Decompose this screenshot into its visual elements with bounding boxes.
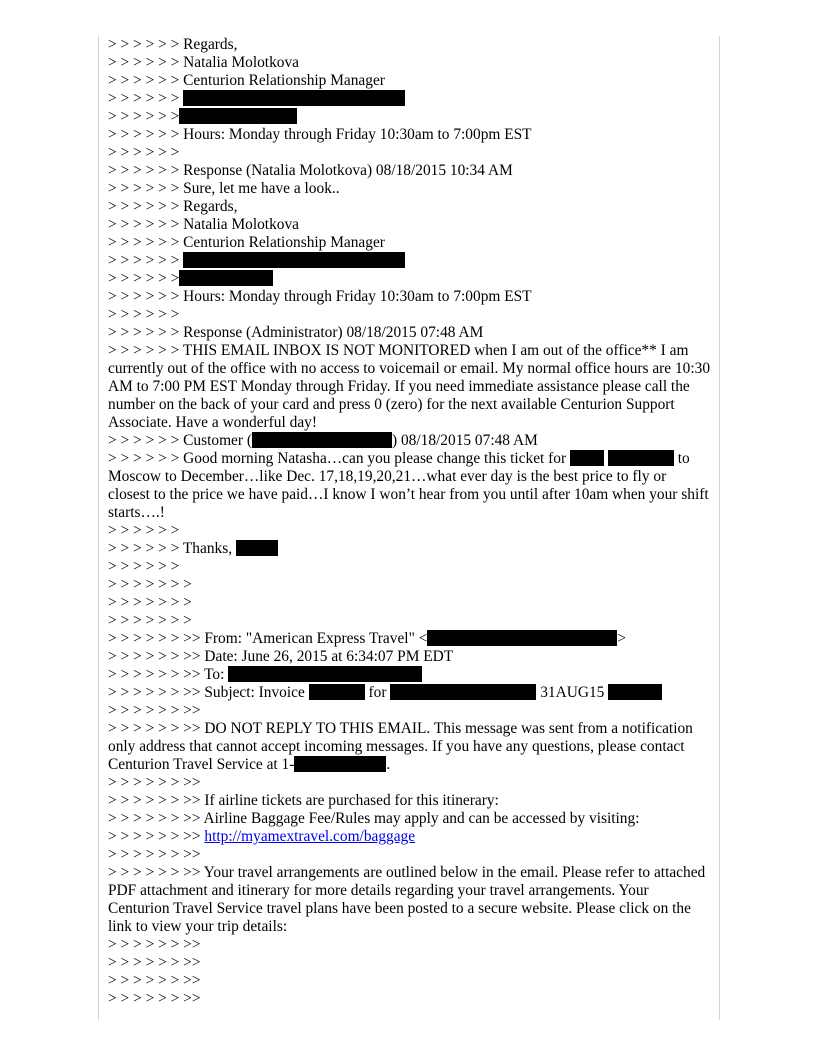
quoted-line xyxy=(108,90,711,108)
left-margin-rule xyxy=(98,36,99,1020)
redaction-box xyxy=(252,432,392,448)
quoted-line: > > > > > > Natalia Molotkova xyxy=(108,54,299,71)
redaction-box xyxy=(179,270,273,286)
quoted-line: > > > > > > Hours: Monday through Friday 10:30am to 7:00pm EST xyxy=(108,126,532,143)
redaction-box xyxy=(608,684,662,700)
email-to-line xyxy=(108,666,711,684)
redaction-box xyxy=(608,450,674,466)
quoted-line: > > > > > > Regards, xyxy=(108,36,238,53)
quoted-line: > > > > > > Hours: Monday through Friday 10:30am to 7:00pm EST xyxy=(108,288,532,305)
email-thread-body xyxy=(108,36,711,1008)
quoted-line: > > > > > > Centurion Relationship Manager xyxy=(108,72,385,89)
quoted-prefix: > > > > > > Thanks, xyxy=(108,540,233,557)
quoted-line: > > > > > > Natalia Molotkova xyxy=(108,216,299,233)
customer-message-paragraph xyxy=(108,450,711,522)
travel-arrangements-paragraph: > > > > > > >> Your travel arrangements are outlined below in the email. Please refer to attached PDF attachment and itinerary for more details regarding your travel arrangements. Your Centurion Travel Service travel plans have been posted to a secure website. Please click on the link to view your trip details: xyxy=(108,864,706,935)
quoted-line xyxy=(108,252,711,270)
redaction-box xyxy=(427,630,617,646)
response-header: > > > > > > Response (Natalia Molotkova) 08/18/2015 10:34 AM xyxy=(108,162,513,179)
quoted-line: > > > > > > > xyxy=(108,576,192,593)
message-text: > > > > > > >> DO NOT REPLY TO THIS EMAIL. This message was sent from a notification only address that cannot accept incoming messages. If you have any questions, please contact Centurion Travel Service at 1- xyxy=(108,720,693,773)
email-date-line: > > > > > > >> Date: June 26, 2015 at 6:34:07 PM EDT xyxy=(108,648,454,665)
quoted-line: > > > > > > > xyxy=(108,594,192,611)
quoted-line: > > > > > > Regards, xyxy=(108,198,238,215)
quoted-line: > > > > > > >> Airline Baggage Fee/Rules may apply and can be accessed by visiting: xyxy=(108,810,640,827)
quoted-line: > > > > > > Centurion Relationship Manager xyxy=(108,234,385,251)
quoted-prefix: > > > > > > >> From: "American Express Travel" < xyxy=(108,630,428,647)
message-text: > > > > > > Good morning Natasha…can you please change this ticket for xyxy=(108,450,567,467)
email-from-line xyxy=(108,630,711,648)
quoted-prefix: > > > > > > Customer ( xyxy=(108,432,252,449)
quoted-line xyxy=(108,540,711,558)
customer-header xyxy=(108,432,711,450)
redaction-box xyxy=(236,540,278,556)
message-text: . xyxy=(386,756,391,773)
message-text: to Moscow to December…like Dec. 17,18,19,20,21…what ever day is the best price to fly or closest to the price we have paid…I know I won’t hear from you until after 10am when your shift starts….! xyxy=(108,450,709,521)
from-close-bracket: > xyxy=(617,630,627,647)
right-margin-rule xyxy=(719,36,720,1020)
redaction-box xyxy=(390,684,536,700)
quoted-line: > > > > > > >> xyxy=(108,846,201,863)
auto-reply-paragraph: > > > > > > THIS EMAIL INBOX IS NOT MONITORED when I am out of the office** I am currently out of the office with no access to voicemail or email. My normal office hours are 10:30 AM to 7:00 PM EST Monday through Friday. If you need immediate assistance please call the number on the back of your card and press 0 (zero) for the next available Centurion Support Associate. Have a wonderful day! xyxy=(108,342,711,431)
redaction-box xyxy=(228,666,422,682)
redaction-box xyxy=(294,756,386,772)
email-subject-line xyxy=(108,684,711,702)
quoted-line: > > > > > > >> xyxy=(108,954,201,971)
customer-timestamp: ) 08/18/2015 07:48 AM xyxy=(392,432,538,449)
quoted-line xyxy=(108,270,711,288)
redaction-box xyxy=(183,90,405,106)
subject-text: for xyxy=(368,684,387,701)
redaction-box xyxy=(570,450,604,466)
quoted-line: > > > > > > >> If airline tickets are purchased for this itinerary: xyxy=(108,792,499,809)
quoted-line: > > > > > > >> xyxy=(108,702,201,719)
quoted-prefix: > > > > > > >> xyxy=(108,828,201,845)
baggage-link[interactable]: http://myamextravel.com/baggage xyxy=(204,828,416,845)
baggage-link-line xyxy=(108,828,711,846)
quoted-line: > > > > > > >> xyxy=(108,972,201,989)
quoted-line: > > > > > > Sure, let me have a look.. xyxy=(108,180,340,197)
quoted-line: > > > > > > >> xyxy=(108,774,201,791)
redaction-box xyxy=(183,252,405,268)
quoted-line: > > > > > > > xyxy=(108,612,192,629)
quoted-line: > > > > > > xyxy=(108,306,180,323)
do-not-reply-paragraph xyxy=(108,720,711,774)
quoted-line: > > > > > > xyxy=(108,144,180,161)
quoted-prefix: > > > > > > xyxy=(108,90,180,107)
quoted-line: > > > > > > >> xyxy=(108,936,201,953)
quoted-prefix: > > > > > > xyxy=(108,270,180,287)
quoted-prefix: > > > > > > >> Subject: Invoice xyxy=(108,684,305,701)
response-header: > > > > > > Response (Administrator) 08/18/2015 07:48 AM xyxy=(108,324,484,341)
quoted-line: > > > > > > xyxy=(108,558,180,575)
quoted-line: > > > > > > xyxy=(108,522,180,539)
quoted-line xyxy=(108,108,711,126)
quoted-prefix: > > > > > > xyxy=(108,108,180,125)
quoted-line: > > > > > > >> xyxy=(108,990,201,1007)
redaction-box xyxy=(179,108,297,124)
quoted-prefix: > > > > > > xyxy=(108,252,180,269)
quoted-prefix: > > > > > > >> To: xyxy=(108,666,225,683)
redaction-box xyxy=(309,684,365,700)
subject-text: 31AUG15 xyxy=(540,684,605,701)
